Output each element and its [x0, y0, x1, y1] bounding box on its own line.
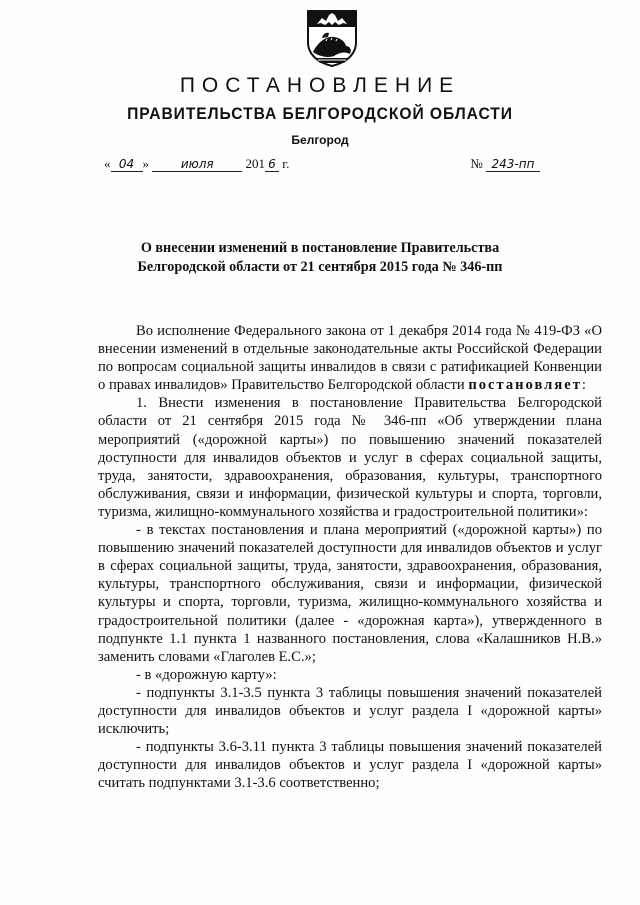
preamble-end: : [581, 377, 586, 394]
date-year-suffix: г. [282, 156, 290, 171]
paragraph-exclude-subitems: - подпункты 3.1-3.5 пункта 3 таблицы повышения значений показателей доступности для инвалидов объектов и услуг раздела I «дорожной карты» исключить; [98, 684, 602, 738]
coat-of-arms-icon [304, 8, 360, 68]
issuing-authority: ПРАВИТЕЛЬСТВА БЕЛГОРОДСКОЙ ОБЛАСТИ [127, 104, 513, 123]
paragraph-roadmap-intro: - в «дорожную карту»: [136, 666, 277, 683]
number-label: № [470, 156, 483, 171]
paragraph-preamble [98, 322, 602, 394]
document-title: ПОСТАНОВЛЕНИЕ [179, 74, 461, 97]
resolves-word: постановляет [468, 377, 582, 394]
document-date [104, 156, 289, 172]
document-number [470, 156, 540, 172]
date-month: июля [152, 157, 242, 172]
paragraph-change-texts: - в текстах постановления и плана мероприятий («дорожной карты») по повышению значений показателей доступности для инвалидов объектов и услуг в сферах социальной защиты, труда, занятости, здравоохранения, образования, культуры, транспортного обслуживания, связи и информации, физической культуры и спорта, торговли, туризма, жилищно-коммунального хозяйства и градостроительной политики (далее - «дорожная карта»), утвержденного в подпункте 1.1 пункта 1 названного постановления, слова «Калашников Н.В.» заменить словами «Глаголев Е.С.»; [98, 522, 602, 665]
document-body [98, 322, 602, 792]
subject-line-2: Белгородской области от 21 сентября 2015 года № 346-пп [137, 259, 503, 275]
date-day: 04 [111, 157, 143, 172]
preamble-text: Во исполнение Федерального закона от 1 декабря 2014 года № 419-ФЗ «О внесении изменений в отдельные законодательные акты Российской Федерации по вопросам социальной защиты инвалидов в связи с ратификацией Конвенции о правах инвалидов» Правительство Белгородской области [98, 323, 602, 394]
number-value: 243-пп [486, 157, 540, 172]
city-name: Белгород [291, 133, 349, 147]
quote-open: « [104, 156, 111, 171]
subject-line-1: О внесении изменений в постановление Правительства [140, 240, 500, 256]
quote-close: » [142, 156, 149, 171]
date-year-digit: 6 [265, 157, 279, 172]
paragraph-renumber-subitems: - подпункты 3.6-3.11 пункта 3 таблицы повышения значений показателей доступности для инвалидов объектов и услуг раздела I «дорожной карты» считать подпунктами 3.1-3.6 соответственно; [98, 739, 602, 792]
date-year-prefix: 201 [245, 156, 265, 171]
date-number-line [104, 156, 540, 176]
document-subject [80, 239, 560, 277]
paragraph-item-1: 1. Внести изменения в постановление Правительства Белгородской области от 21 сентября 2015 года № 346-пп «Об утверждении плана мероприятий («дорожной карты») по повышению значений показателей доступности для инвалидов объектов и услуг в сферах социальной защиты, труда, занятости, здравоохранения, образования, культуры, транспортного обслуживания, связи и информации, физической культуры и спорта, торговли, туризма, жилищно-коммунального хозяйства и градостроительной политики»: [98, 395, 602, 520]
